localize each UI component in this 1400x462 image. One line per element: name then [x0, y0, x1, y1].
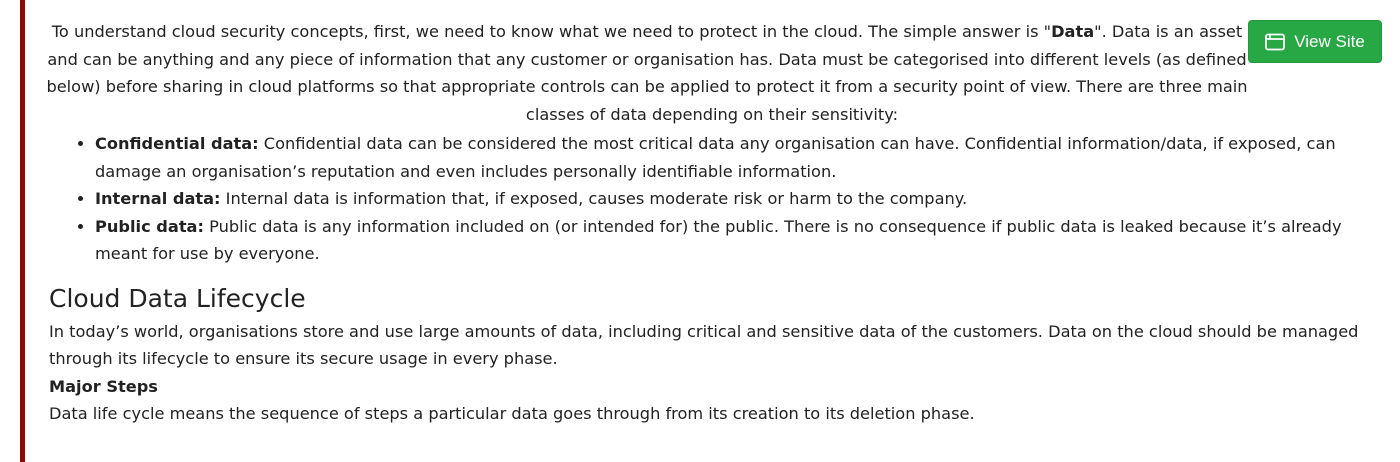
list-item-label: Internal data: [95, 189, 221, 208]
list-item [95, 130, 1379, 185]
list-item-label: Public data: [95, 216, 204, 236]
list-item-text: Confidential data can be considered the most critical data any organisation can have. Confidential information/data, if exposed, can damage an organisation’s reputation and even includes personally identifiable information. [95, 134, 1336, 181]
data-classes-list [49, 130, 1379, 268]
intro-bold-data: Data [1051, 22, 1095, 41]
article-content [46, 18, 1379, 428]
list-item [95, 213, 1379, 268]
list-item [95, 185, 1379, 213]
intro-text-1: To understand cloud security concepts, first, we need to know what we need to protect in the cloud. The simple answer is " [51, 22, 1052, 41]
browser-window-icon [1265, 33, 1285, 51]
list-item-label: Confidential data: [95, 134, 259, 153]
view-site-button[interactable] [1248, 20, 1382, 63]
section-paragraph-2: Data life cycle means the sequence of steps a particular data goes through from its creation to its deletion phase. [49, 404, 975, 423]
view-site-label: View Site [1294, 31, 1365, 51]
subheading-major-steps: Major Steps [49, 376, 158, 396]
section-paragraph: In today’s world, organisations store and use large amounts of data, including critical and sensitive data of the customers. Data on the cloud should be managed through its lifecycle to ensure its secure usage in every phase. [49, 321, 1359, 368]
intro-paragraph [45, 18, 1379, 128]
section-title: Cloud Data Lifecycle [49, 283, 306, 313]
intro-text-2: ". Data is an asset and can be anything and any piece of information that any customer or organisation has. Data must be categorised into different levels (as defined below) before sharing in cloud platforms so that appropriate controls can be applied to protect it from a security point of view. There are three main classes of data depending on their sensitivity: [46, 22, 1248, 124]
content-left-border [20, 0, 25, 462]
list-item-text: Public data is any information included on (or intended for) the public. There is no consequence if public data is leaked because it’s already meant for use by everyone. [95, 216, 1342, 263]
list-item-text: Internal data is information that, if exposed, causes moderate risk or harm to the company. [220, 189, 968, 208]
